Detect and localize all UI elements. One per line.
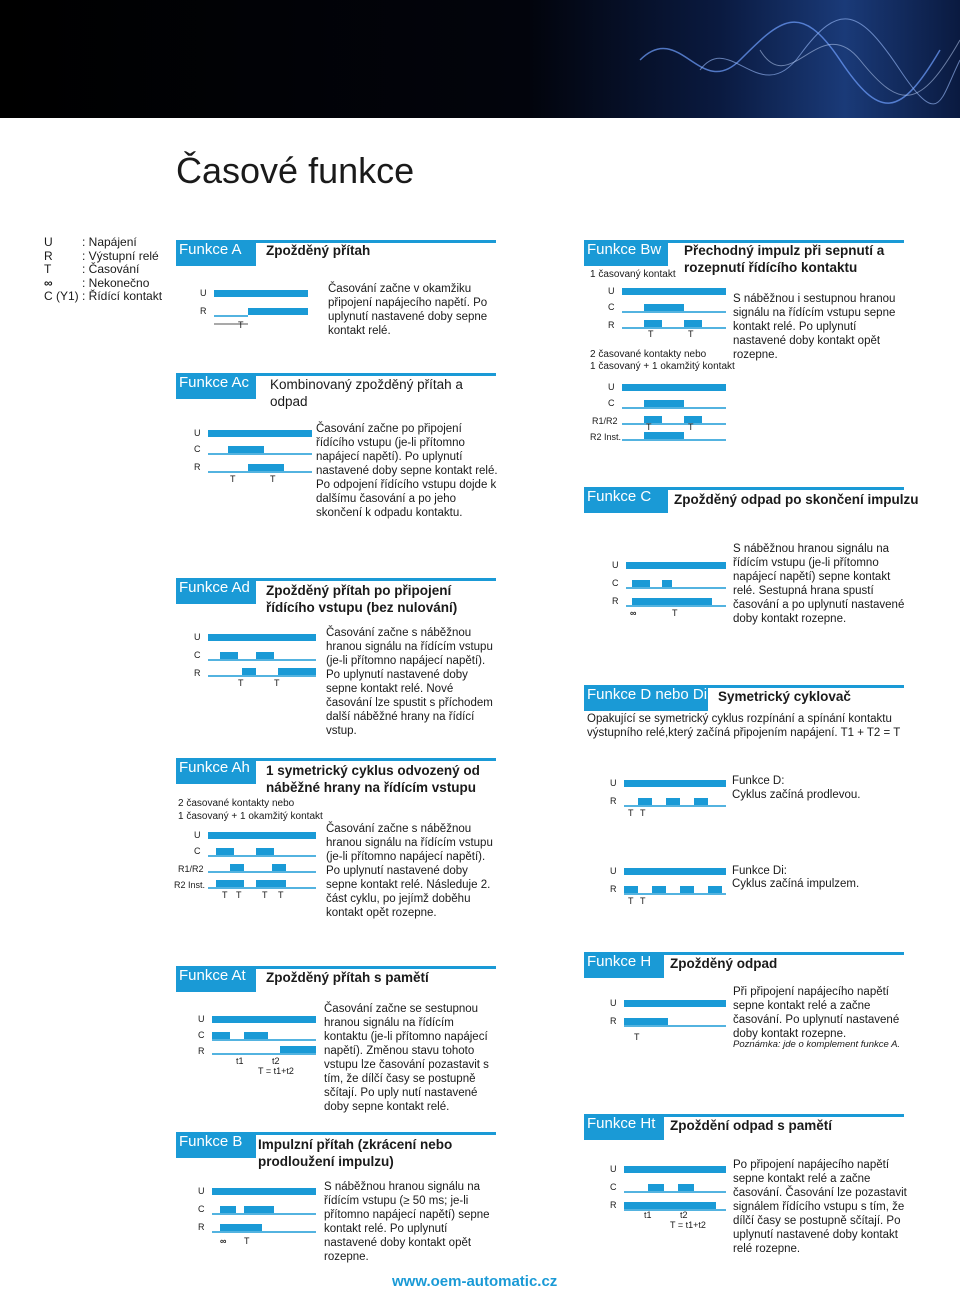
timing-diagram-di [600, 862, 730, 906]
svg-text:C: C [612, 578, 619, 588]
svg-text:t2: t2 [680, 1210, 688, 1220]
function-title-a: Zpožděný přítah [266, 243, 371, 258]
svg-text:T: T [640, 896, 646, 906]
svg-text:U: U [198, 1186, 205, 1196]
svg-text:R: R [194, 668, 201, 678]
function-desc-d: Opakující se symetrický cyklus rozpínání a spínání kontaktu výstupního relé,který začíná připojením napájení. T1 + T2 = T [587, 713, 901, 739]
function-title-b: Impulzní přítah (zkrácení nebo prodloužení impulzu) [258, 1137, 453, 1169]
function-sub-bw-3: 1 časovaný + 1 okamžitý kontakt [590, 361, 735, 372]
function-note-h: Poznámka: jde o komplement funkce A. [733, 1039, 901, 1050]
function-label-ad: Funkce Ad [176, 578, 256, 604]
function-d-title: Funkce D: [732, 775, 785, 787]
svg-text:C: C [608, 398, 615, 408]
svg-text:T: T [634, 1032, 640, 1042]
svg-text:R2 Inst.: R2 Inst. [174, 880, 206, 890]
svg-text:t2: t2 [272, 1056, 280, 1066]
function-rule [256, 758, 496, 761]
svg-text:T: T [222, 890, 228, 900]
legend [44, 236, 162, 304]
timing-diagram-c [600, 556, 730, 618]
function-title-ac: Kombinovaný zpožděný přítah a odpad [270, 377, 463, 409]
function-title-c: Zpožděný odpad po skončení impulzu [674, 492, 919, 507]
svg-text:U: U [194, 632, 201, 642]
svg-text:T: T [640, 808, 646, 818]
svg-text:R1/R2: R1/R2 [178, 864, 204, 874]
function-label-d: Funkce D nebo Di [584, 685, 708, 711]
svg-text:T: T [236, 890, 242, 900]
svg-text:T: T [238, 320, 244, 330]
svg-text:T: T [238, 678, 244, 688]
svg-text:U: U [608, 382, 615, 392]
legend-row: T : Časování [44, 262, 140, 276]
function-di-text: Cyklus začíná impulzem. [732, 878, 860, 890]
svg-text:R1/R2: R1/R2 [592, 416, 618, 426]
svg-text:C: C [198, 1030, 205, 1040]
svg-text:C: C [610, 1182, 617, 1192]
function-label-bw: Funkce Bw [584, 240, 668, 266]
svg-text:T = t1+t2: T = t1+t2 [670, 1220, 706, 1230]
function-title-ad: Zpožděný přítah po připojení řídícího vstupu (bez nulování) [266, 583, 458, 615]
svg-text:T: T [270, 474, 276, 484]
legend-row: U : Napájení [44, 235, 137, 249]
svg-text:C: C [198, 1204, 205, 1214]
function-desc-ah: Časování začne s náběžnou hranou signálu na řídícím vstupu (je-li přítomno napájecí napětí). Po uplynutí nastavené doby sepne kontakt relé. Následuje 2. část cyklu, po jejímž doběhu kontakt opět rozepne. [326, 823, 493, 919]
function-desc-ad: Časování začne s náběžnou hranou signálu na řídícím vstupu (je-li přítomno napájecí napětí). Po uplynutí nastavené doby sepne kontakt relé. Nové časování lze spustit s příchodem další náběžné hrany na řídící vstup. [326, 627, 493, 737]
svg-text:U: U [194, 428, 201, 438]
svg-text:R: R [198, 1222, 205, 1232]
function-title-at: Zpožděný přítah s pamětí [266, 970, 429, 985]
timing-diagram-bw-2 [588, 378, 730, 444]
svg-text:T: T [688, 329, 694, 339]
svg-text:C: C [194, 650, 201, 660]
svg-text:T: T [274, 678, 280, 688]
function-label-ac: Funkce Ac [176, 373, 256, 399]
svg-text:R: R [610, 796, 617, 806]
function-label-at: Funkce At [176, 966, 256, 992]
svg-text:C: C [194, 846, 201, 856]
timing-diagram-b [190, 1182, 320, 1250]
function-label-ah: Funkce Ah [176, 758, 256, 784]
svg-text:C: C [194, 444, 201, 454]
svg-text:T: T [628, 808, 634, 818]
legend-row: ∞ : Nekonečno [44, 275, 150, 290]
function-title-ht: Zpoždění odpad s pamětí [670, 1118, 833, 1133]
function-title-bw: Přechodný impulz při sepnutí a rozepnutí řídícího kontaktu [684, 243, 885, 275]
svg-text:R: R [200, 306, 207, 316]
svg-text:U: U [610, 998, 617, 1008]
legend-row: C (Y1) : Řídící kontakt [44, 289, 163, 303]
svg-text:U: U [608, 286, 615, 296]
svg-text:U: U [198, 1014, 205, 1024]
function-d-text: Cyklus začíná prodlevou. [732, 789, 861, 801]
svg-text:R2 Inst.: R2 Inst. [590, 432, 622, 442]
header-banner [0, 0, 960, 118]
svg-text:U: U [194, 830, 201, 840]
svg-text:T: T [230, 474, 236, 484]
svg-text:R: R [608, 320, 615, 330]
function-desc-a: Časování začne v okamžiku připojení napájecího napětí. Po uplynutí nastavené doby sepne kontakt relé. [328, 283, 488, 337]
waveform-decoration [0, 0, 960, 118]
function-sub-bw-2: 2 časované kontakty nebo [590, 349, 707, 360]
function-rule [256, 578, 496, 581]
function-title-ah: 1 symetrický cyklus odvozený od náběžné hrany na řídícím vstupu [266, 763, 480, 795]
svg-text:t1: t1 [644, 1210, 652, 1220]
timing-diagram-h [600, 994, 730, 1046]
function-rule [668, 487, 904, 490]
svg-text:R: R [610, 1016, 617, 1026]
function-di-title: Funkce Di: [732, 865, 787, 877]
function-sub-bw-1: 1 časovaný kontakt [590, 269, 676, 280]
function-sub-ah-2: 1 časovaný + 1 okamžitý kontakt [178, 811, 323, 822]
function-label-b: Funkce B [176, 1132, 256, 1158]
function-label-h: Funkce H [584, 952, 664, 978]
function-label-ht: Funkce Ht [584, 1114, 664, 1140]
legend-row: R : Výstupní relé [44, 248, 159, 263]
function-desc-ht: Po připojení napájecího napětí sepne kontakt relé a začne časování. Časování lze pozastavit signálem řídícího vstupu s tím, že dílčí časy se postupně sčítají. Po uplynutí nastavené doby kontakt relé rozepne. [733, 1159, 907, 1255]
function-desc-bw: S náběžnou i sestupnou hranou signálu na řídícím vstupu sepne kontakt relé. Po uplynutí nastavené doby kontakt opět rozepne. [733, 293, 896, 361]
svg-text:t1: t1 [236, 1056, 244, 1066]
timing-diagram-d [600, 774, 730, 818]
svg-text:T: T [672, 608, 678, 618]
footer-url-link[interactable]: www.oem-automatic.cz [392, 1273, 558, 1290]
svg-text:U: U [610, 1164, 617, 1174]
svg-text:T: T [646, 422, 652, 432]
function-label-a: Funkce A [176, 240, 256, 266]
function-desc-at: Časování začne se sestupnou hranou signálu na řídícím kontaktu (je-li přítomno napájecí napětí). Změnou stavu tohoto vstupu lze časování pozastavit s tím, že dílčí časy se postupně sčítají. Po uply nutí nastavené doby sepne kontakt relé. [324, 1003, 489, 1113]
svg-text:T: T [628, 896, 634, 906]
function-title-d: Symetrický cyklovač [718, 689, 851, 704]
timing-diagram-bw-1 [600, 282, 730, 340]
svg-text:R: R [610, 1200, 617, 1210]
function-title-h: Zpožděný odpad [670, 956, 778, 971]
svg-text:R: R [612, 596, 619, 606]
timing-diagram-ad [190, 628, 320, 690]
svg-text:C: C [608, 302, 615, 312]
svg-text:T: T [262, 890, 268, 900]
timing-diagram-ah [172, 826, 320, 902]
svg-text:T: T [278, 890, 284, 900]
svg-text:U: U [200, 288, 207, 298]
function-desc-b: S náběžnou hranou signálu na řídícím vstupu (≥ 50 ms; je-li přítomno napájecí napětí) sepne kontakt relé. Po uplynutí nastavené doby kontakt opět rozepne. [324, 1181, 490, 1263]
svg-text:U: U [610, 866, 617, 876]
svg-text:R: R [610, 884, 617, 894]
page-title: Časové funkce [176, 150, 415, 191]
svg-text:T: T [244, 1236, 250, 1246]
function-label-c: Funkce C [584, 487, 668, 513]
timing-diagram-ac [190, 424, 320, 488]
svg-text:U: U [610, 778, 617, 788]
svg-text:∞: ∞ [630, 608, 637, 618]
function-desc-ac: Časování začne po připojení řídícího vstupu (je-li přítomno napájecí napětí). Po uplynutí nastavené doby sepne kontakt relé. Po odpojení řídícího vstupu dojde k dalšímu časování a po jeho skončení k odpadu kontaktu. [316, 423, 498, 519]
svg-text:U: U [612, 560, 619, 570]
timing-diagram-a [196, 284, 316, 330]
svg-text:∞: ∞ [220, 1236, 227, 1246]
svg-text:R: R [198, 1046, 205, 1056]
svg-text:T: T [688, 422, 694, 432]
timing-diagram-ht [600, 1160, 730, 1232]
function-rule [256, 1132, 496, 1135]
svg-text:R: R [194, 462, 201, 472]
svg-text:T: T [648, 329, 654, 339]
svg-text:T = t1+t2: T = t1+t2 [258, 1066, 294, 1076]
timing-diagram-at [190, 1010, 320, 1078]
function-sub-ah-1: 2 časované kontakty nebo [178, 798, 295, 809]
function-desc-h: Při připojení napájecího napětí sepne kontakt relé a začne časování. Po uplynutí nastavené doby kontakt rozepne. [733, 986, 900, 1040]
function-desc-c: S náběžnou hranou signálu na řídícím vstupu (je-li přítomno napájecí napětí) sepne kontakt relé. Sestupná hrana spustí časování a po uplynutí nastavené doby kontakt rozepne. [733, 543, 905, 625]
